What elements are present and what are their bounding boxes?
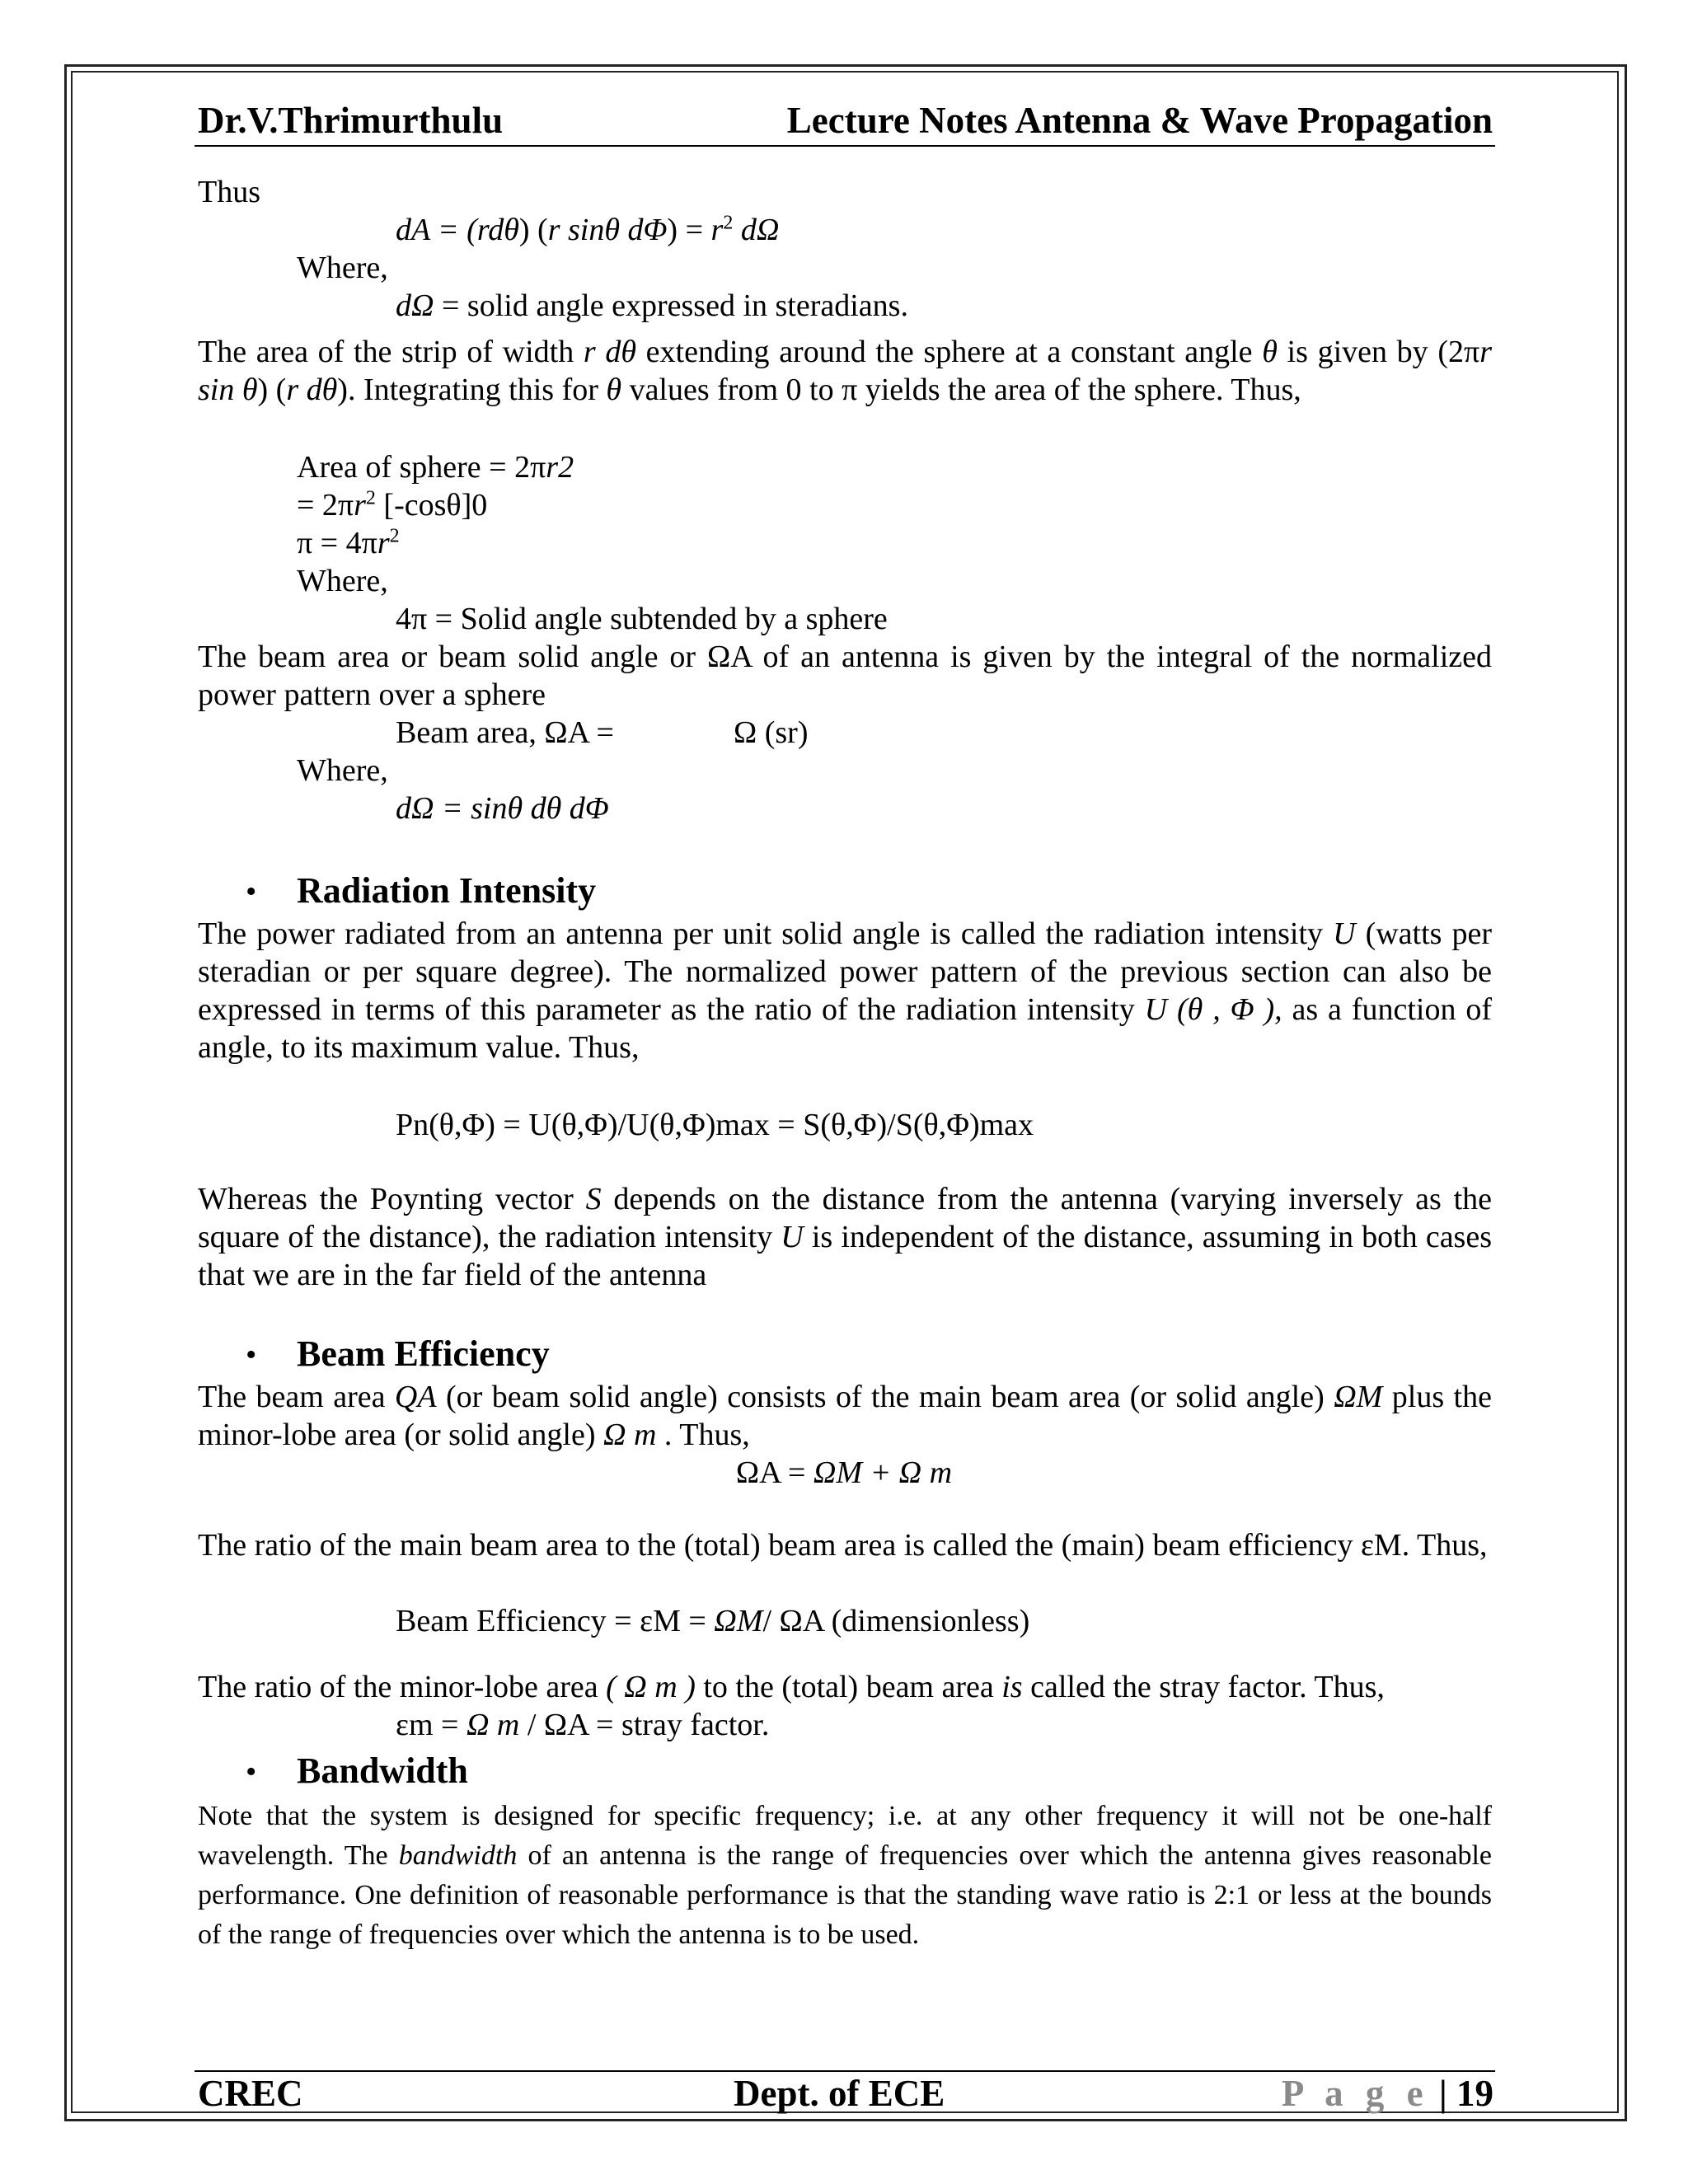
header-author: Dr.V.Thrimurthulu bbox=[198, 100, 504, 141]
page-number: 19 bbox=[1456, 2073, 1493, 2114]
stray-factor-paragraph: The ratio of the minor-lobe area ( Ω m ) to the (total) beam area is called the stray factor. Thus, bbox=[198, 1670, 1385, 1704]
section-title-beam-efficiency: Beam Efficiency bbox=[297, 1333, 550, 1374]
footer-department: Dept. of ECE bbox=[734, 2073, 945, 2114]
where-label: Where, bbox=[297, 251, 388, 285]
sphere-area-line1: Area of sphere = 2πr2 bbox=[297, 450, 574, 485]
poynting-paragraph: Whereas the Poynting vector S depends on the distance from the antenna (varying inversely as the square of the distance), the radiation intensity U is independent of the distance, assuming in both cases that we are in the far field of the antenna bbox=[198, 1182, 1492, 1292]
beam-area-unit: Ω (sr) bbox=[734, 715, 809, 750]
bullet-icon: • bbox=[246, 874, 257, 909]
normalized-pattern-equation: Pn(θ,Φ) = U(θ,Φ)/U(θ,Φ)max = S(θ,Φ)/S(θ,Φ)max bbox=[396, 1108, 1034, 1142]
where-label: Where, bbox=[297, 564, 388, 598]
section-title-bandwidth: Bandwidth bbox=[297, 1750, 468, 1791]
footer-page-indicator: P a g e | 19 bbox=[1281, 2073, 1493, 2114]
section-title-radiation-intensity: Radiation Intensity bbox=[297, 870, 597, 911]
beam-area-sum-equation: ΩA = ΩM + Ω m bbox=[735, 1455, 953, 1490]
strip-area-paragraph: The area of the strip of width r dθ extending around the sphere at a constant angle θ is given by (2πr sin θ) (r dθ). Integrating this for θ values from 0 to π yields the area of the sphere. Thus, bbox=[198, 335, 1492, 407]
domega-definition: dΩ = solid angle expressed in steradians. bbox=[396, 288, 908, 323]
main-beam-ratio-paragraph: The ratio of the main beam area to the (total) beam area is called the (main) beam efficiency εM. Thus, bbox=[198, 1528, 1488, 1563]
sphere-area-line3: $\pi = 4\pi r^2$ bbox=[297, 525, 400, 560]
page-word: P a g e bbox=[1281, 2073, 1430, 2114]
footer-college: CREC bbox=[198, 2073, 303, 2114]
bandwidth-paragraph: Note that the system is designed for specific frequency; i.e. at any other frequency it will not be one-half wavelength. The bandwidth of an antenna is the range of frequencies over which the antenna gives reasonable performance. One definition of reasonable performance is that the standing wave ratio is 2:1 or less at the bounds of the range of frequencies over which the antenna is to be used. bbox=[198, 1801, 1493, 1950]
where-label: Where, bbox=[297, 753, 388, 788]
beam-area-label: Beam area, ΩA = bbox=[396, 715, 614, 750]
header-title: Lecture Notes Antenna & Wave Propagation bbox=[786, 100, 1493, 141]
four-pi-definition: 4π = Solid angle subtended by a sphere bbox=[396, 602, 888, 636]
thus-label: Thus bbox=[198, 175, 260, 209]
bullet-icon: • bbox=[246, 1755, 257, 1789]
sphere-area-line2: = $2\pi r^2$ [-cosθ]0 bbox=[297, 487, 488, 523]
equation-da: dA = (rdθ) (r sinθ $d\Phi) = r^2$ dΩ bbox=[396, 212, 780, 247]
header-rule bbox=[195, 145, 1495, 147]
radiation-intensity-paragraph: The power radiated from an antenna per unit solid angle is called the radiation intensity U (watts per steradian or per square degree). The normalized power pattern of the previous section can also be expressed in terms of this parameter as the ratio of the radiation intensity U (θ , Φ ), as a function of angle, to its maximum value. Thus, bbox=[198, 916, 1493, 1065]
beam-efficiency-equation: Beam Efficiency = εM = ΩM/ ΩA (dimensionless) bbox=[396, 1604, 1030, 1638]
bullet-icon: • bbox=[246, 1338, 257, 1372]
beam-efficiency-paragraph: The beam area QA (or beam solid angle) consists of the main beam area (or solid angle) ΩM plus the minor-lobe area (or solid angle) Ω m . Thus, bbox=[198, 1380, 1492, 1452]
stray-factor-equation: εm = Ω m / ΩA = stray factor. bbox=[396, 1708, 770, 1742]
beam-area-paragraph: The beam area or beam solid angle or ΩA of an antenna is given by the integral of the normalized power pattern over a sphere bbox=[198, 640, 1492, 712]
domega-equation: dΩ = sinθ dθ dΦ bbox=[396, 791, 609, 826]
